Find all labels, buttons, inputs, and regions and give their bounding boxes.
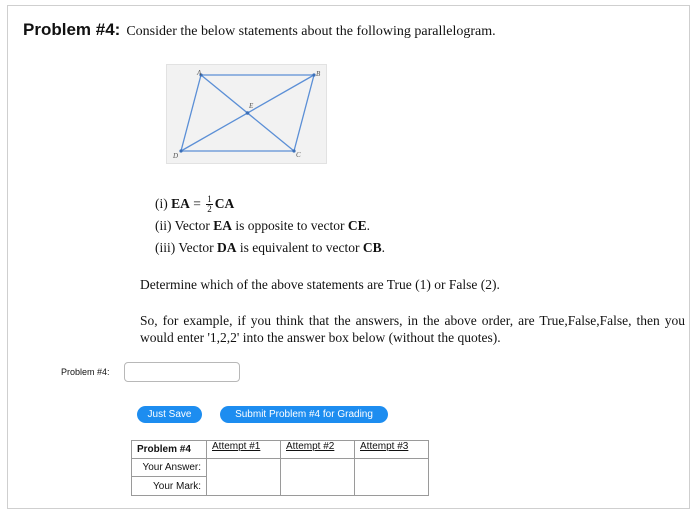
statement-2-prefix: (ii) Vector (155, 218, 214, 233)
your-mark-label: Your Mark: (132, 477, 207, 496)
label-a: A (197, 69, 202, 77)
statement-1-equals: = (189, 196, 205, 211)
statement-3-prefix: (iii) Vector (155, 240, 217, 255)
attempt-3-cell (355, 459, 429, 496)
attempts-problem-label: Problem #4 (132, 441, 207, 459)
determine-instruction: Determine which of the above statements are True (1) or False (2). (140, 277, 500, 292)
statement-2-mid: is opposite to vector (232, 218, 348, 233)
point-e (246, 111, 250, 115)
attempt-2-link[interactable]: Attempt #2 (281, 441, 355, 459)
statement-3-vector-da: DA (216, 240, 237, 255)
attempt-1-link[interactable]: Attempt #1 (207, 441, 281, 459)
your-answer-row (132, 459, 429, 477)
fraction-numerator: 1 (207, 194, 212, 205)
fraction-one-half (206, 195, 213, 214)
problem-header (23, 20, 496, 40)
statement-3-end: . (381, 240, 385, 255)
statement-1 (155, 193, 385, 215)
statements-list (155, 193, 385, 259)
parallelogram-diagram (167, 65, 328, 165)
submit-problem-button[interactable]: Submit Problem #4 for Grading (220, 406, 388, 423)
statement-2 (155, 215, 385, 237)
attempt-1-cell (207, 459, 281, 496)
attempts-table (131, 440, 429, 496)
statement-1-prefix: (i) (155, 196, 172, 211)
label-c: C (296, 151, 301, 159)
statement-2-vector-ce: CE (347, 218, 367, 233)
parallelogram-figure (166, 64, 327, 164)
attempt-2-cell (281, 459, 355, 496)
attempts-header-row (132, 441, 429, 459)
answer-input[interactable] (124, 362, 240, 382)
problem-intro: Consider the below statements about the following parallelogram. (126, 24, 496, 39)
statement-3 (155, 237, 385, 259)
your-answer-label: Your Answer: (132, 459, 207, 477)
fraction-denominator: 2 (207, 204, 212, 215)
statement-1-vector-ca: CA (214, 196, 235, 211)
statement-3-vector-cb: CB (362, 240, 382, 255)
point-d (179, 149, 182, 152)
problem-heading: Problem #4: (23, 20, 121, 39)
example-instruction: So, for example, if you think that the answers, in the above order, are True,False,False, then you would enter '1,2,2' into the answer box below (without the quotes). (140, 313, 685, 345)
attempt-3-link[interactable]: Attempt #3 (355, 441, 429, 459)
answer-label: Problem #4: (61, 367, 110, 377)
statement-2-end: . (366, 218, 370, 233)
label-e: E (249, 102, 254, 110)
statement-1-vector-ea: EA (171, 196, 190, 211)
statement-2-vector-ea: EA (213, 218, 232, 233)
label-b: B (316, 70, 321, 78)
just-save-button[interactable]: Just Save (137, 406, 202, 423)
label-d: D (173, 152, 179, 160)
statement-3-mid: is equivalent to vector (236, 240, 363, 255)
